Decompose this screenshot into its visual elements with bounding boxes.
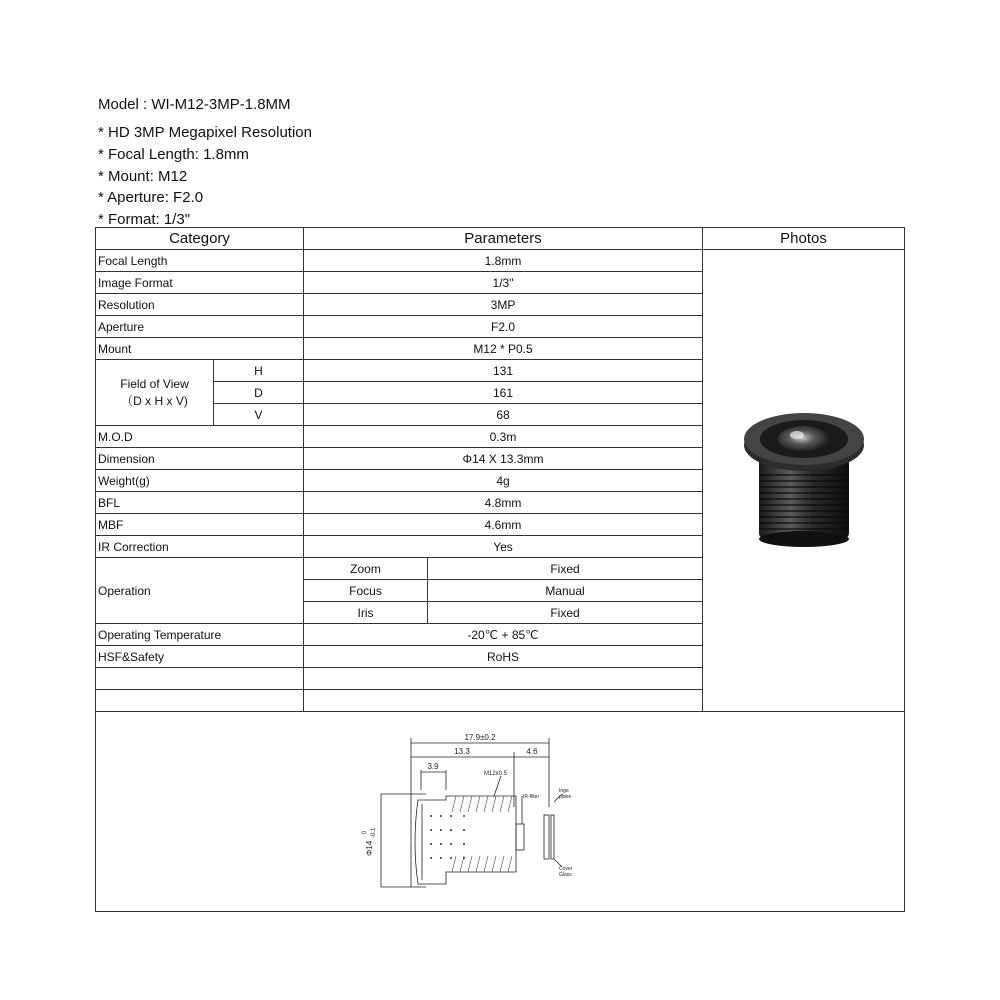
empty-cell bbox=[96, 668, 304, 690]
row-value: 4.8mm bbox=[304, 492, 703, 514]
row-value: 1/3" bbox=[304, 272, 703, 294]
dim-thread: M12x0.5 bbox=[484, 771, 508, 777]
row-label: IR Correction bbox=[96, 536, 304, 558]
model-name: Model : WI-M12-3MP-1.8MM bbox=[98, 96, 291, 113]
feature-focal-length: * Focal Length: 1.8mm bbox=[98, 145, 249, 163]
row-label: M.O.D bbox=[96, 426, 304, 448]
row-label: BFL bbox=[96, 492, 304, 514]
feature-aperture: * Aperture: F2.0 bbox=[98, 189, 204, 207]
row-value: F2.0 bbox=[304, 316, 703, 338]
photo-cell bbox=[703, 250, 905, 712]
row-label: Mount bbox=[96, 338, 304, 360]
table-row bbox=[96, 250, 905, 272]
fov-d-label: D bbox=[214, 382, 304, 404]
header-photos: Photos bbox=[703, 228, 905, 250]
spec-header bbox=[98, 94, 698, 231]
fov-d-value: 161 bbox=[304, 382, 703, 404]
row-value: Φ14 X 13.3mm bbox=[304, 448, 703, 470]
fov-label-line1: Field of View bbox=[120, 376, 189, 391]
empty-cell bbox=[304, 668, 703, 690]
zoom-value: Fixed bbox=[428, 558, 703, 580]
row-value: 1.8mm bbox=[304, 250, 703, 272]
dim-tol-upper: 0 bbox=[362, 830, 368, 834]
fov-label bbox=[96, 360, 214, 426]
zoom-label: Zoom bbox=[304, 558, 428, 580]
label-ir-filter: IR-filter bbox=[523, 794, 540, 800]
fov-h-label: H bbox=[214, 360, 304, 382]
lens-photo bbox=[739, 409, 869, 549]
label-image-plane-1: Inge bbox=[559, 788, 569, 794]
spec-table bbox=[95, 227, 905, 912]
row-value: 4g bbox=[304, 470, 703, 492]
dim-bfl: 4.6 bbox=[526, 747, 538, 756]
row-value: 4.6mm bbox=[304, 514, 703, 536]
dim-diameter: Φ14 bbox=[365, 840, 374, 856]
iris-value: Fixed bbox=[428, 602, 703, 624]
row-value: Yes bbox=[304, 536, 703, 558]
row-label: Image Format bbox=[96, 272, 304, 294]
header-parameters: Parameters bbox=[304, 228, 703, 250]
row-label: MBF bbox=[96, 514, 304, 536]
row-label: Aperture bbox=[96, 316, 304, 338]
row-value: 3MP bbox=[304, 294, 703, 316]
row-label: Focal Length bbox=[96, 250, 304, 272]
empty-cell bbox=[96, 690, 304, 712]
focus-label: Focus bbox=[304, 580, 428, 602]
row-label: Weight(g) bbox=[96, 470, 304, 492]
dim-tol-lower: -0.1 bbox=[371, 827, 377, 838]
row-label: Operating Temperature bbox=[96, 624, 304, 646]
row-value: -20℃ + 85℃ bbox=[304, 624, 703, 646]
row-label: Dimension bbox=[96, 448, 304, 470]
fov-label-line2: （D x H x V) bbox=[121, 393, 188, 408]
feature-resolution: * HD 3MP Megapixel Resolution bbox=[98, 124, 312, 141]
feature-mount: * Mount: M12 bbox=[98, 167, 188, 185]
header-category: Category bbox=[96, 228, 304, 250]
dim-overall-length: 17.9±0.2 bbox=[464, 733, 496, 742]
row-label: Resolution bbox=[96, 294, 304, 316]
row-value: 0.3m bbox=[304, 426, 703, 448]
empty-cell bbox=[304, 690, 703, 712]
label-image-plane-2: plane bbox=[559, 794, 572, 800]
row-value: RoHS bbox=[304, 646, 703, 668]
fov-v-value: 68 bbox=[304, 404, 703, 426]
iris-label: Iris bbox=[304, 602, 428, 624]
dim-front-length: 3.9 bbox=[427, 762, 439, 771]
focus-value: Manual bbox=[428, 580, 703, 602]
row-label: HSF&Safety bbox=[96, 646, 304, 668]
fov-v-label: V bbox=[214, 404, 304, 426]
dim-body-length: 13.3 bbox=[454, 747, 470, 756]
row-value: M12 * P0.5 bbox=[304, 338, 703, 360]
feature-format: * Format: 1/3" bbox=[98, 211, 191, 229]
label-cover-glass-2: Glass bbox=[559, 872, 572, 878]
lens-dimension-drawing bbox=[96, 712, 905, 911]
label-cover-glass-1: Cover bbox=[559, 866, 573, 872]
fov-h-value: 131 bbox=[304, 360, 703, 382]
drawing-cell bbox=[96, 712, 905, 912]
operation-label: Operation bbox=[96, 558, 304, 624]
